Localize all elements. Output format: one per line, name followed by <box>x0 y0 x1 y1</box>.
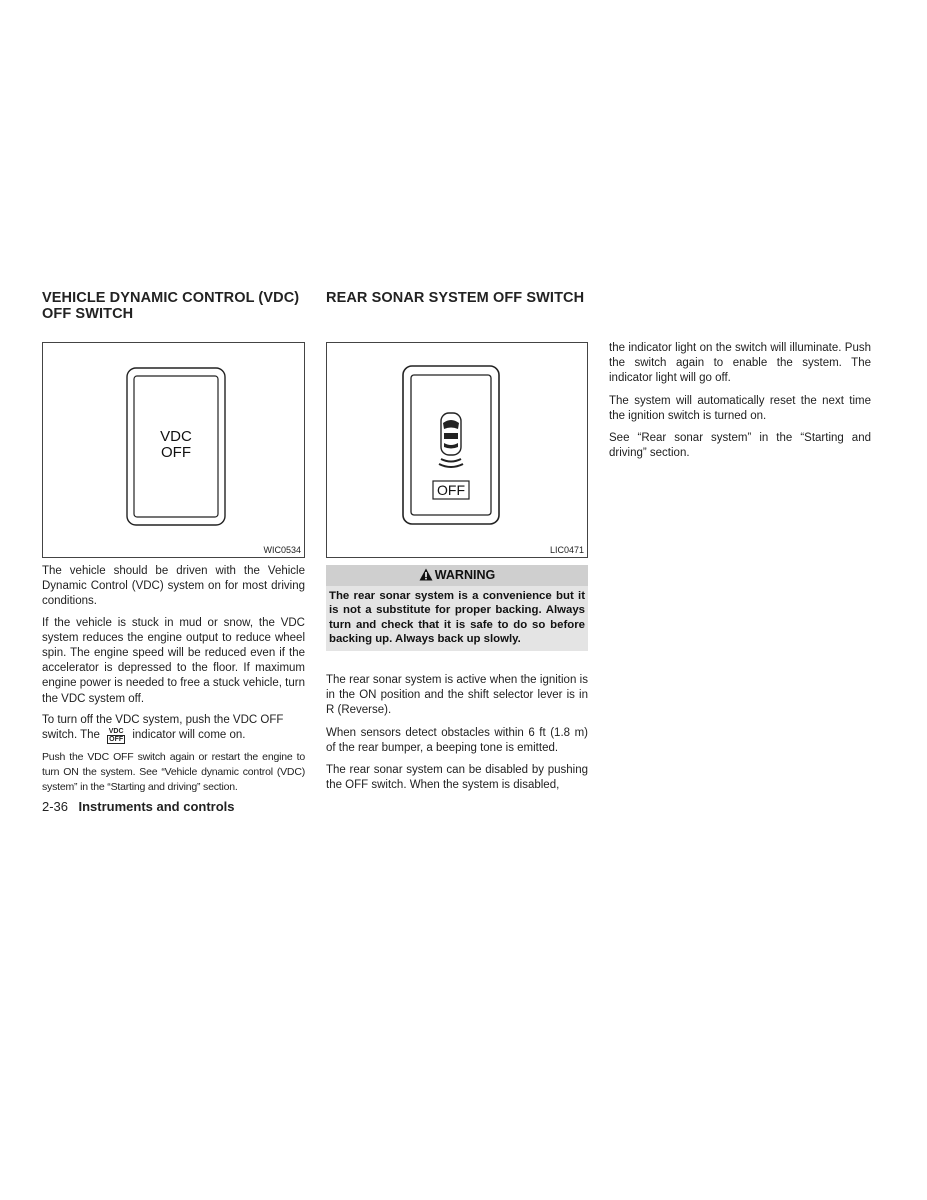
figure-code-lic0471: LIC0471 <box>549 545 584 555</box>
warning-triangle-icon <box>419 568 433 581</box>
vdc-paragraph-3-line2 <box>42 728 305 744</box>
sonar-continued-paragraph-2: The system will automatically reset the next time the ignition switch is turned on. <box>609 394 871 422</box>
sonar-off-label: OFF <box>437 482 465 498</box>
sonar-continued-paragraph-1: the indicator light on the switch will illuminate. Push the switch again to enable the system. The indicator light will go off. <box>609 342 871 385</box>
vdc-off-switch-figure <box>42 342 305 558</box>
figure-code-wic0534: WIC0534 <box>263 545 301 555</box>
vdc-indicator-icon-bottom: OFF <box>109 736 124 744</box>
sonar-paragraph-3: The rear sonar system can be disabled by pushing the OFF switch. When the system is disabled, <box>326 764 588 792</box>
section-title: Instruments and controls <box>78 799 235 814</box>
vdc-switch-label-line1: VDC <box>160 428 192 445</box>
vdc-heading-line2: OFF SWITCH <box>42 306 134 322</box>
vdc-switch-label <box>134 429 218 461</box>
vdc-paragraph-3-line2-end: indicator will come on. <box>132 729 246 742</box>
vdc-indicator-icon-top: VDC <box>108 728 124 736</box>
warning-box <box>326 565 588 651</box>
sonar-section-heading: REAR SONAR SYSTEM OFF SWITCH <box>326 290 585 306</box>
vdc-paragraph-3-line2-start: switch. The <box>42 729 100 742</box>
sonar-switch-illustration <box>327 343 587 557</box>
vdc-paragraph-2: If the vehicle is stuck in mud or snow, the VDC system reduces the engine output to reduce wheel spin. The engine speed will be reduced even if the accelerator is depressed to the floor. If maximum engine power is needed to free a stuck vehicle, turn the VDC system off. <box>42 616 305 705</box>
vdc-section-heading <box>42 290 312 322</box>
sonar-body-text <box>326 673 588 793</box>
page-number: 2-36 <box>42 799 69 814</box>
page-footer <box>42 798 342 816</box>
sonar-paragraph-2: When sensors detect obstacles within 6 ft (1.8 m) of the rear bumper, a beeping tone is emitted. <box>326 726 588 754</box>
vdc-switch-label-line2: OFF <box>161 444 191 461</box>
vdc-paragraph-1: The vehicle should be driven with the Vehicle Dynamic Control (VDC) system on for most driving conditions. <box>42 565 305 608</box>
warning-text: The rear sonar system is a convenience but it is not a substitute for proper backing. Always turn and check that it is safe to do so before backing up. Always back up slowly. <box>326 586 588 651</box>
sonar-paragraph-1: The rear sonar system is active when the ignition is in the ON position and the shift selector lever is in R (Reverse). <box>326 674 588 717</box>
warning-header <box>326 565 588 586</box>
vdc-paragraph-4: Push the VDC OFF switch again or restart the engine to turn ON the system. See “Vehicle dynamic control (VDC) system” in the “Starting and driving” section. <box>42 751 305 794</box>
vdc-paragraph-3-line1: To turn off the VDC system, push the VDC OFF <box>42 713 284 726</box>
sonar-continued-text <box>609 341 871 461</box>
vdc-heading-line1: VEHICLE DYNAMIC CONTROL (VDC) <box>42 290 300 306</box>
vdc-off-indicator-icon <box>107 728 125 744</box>
vdc-body-text <box>42 564 305 795</box>
sonar-off-switch-figure <box>326 342 588 558</box>
sonar-continued-paragraph-3: See “Rear sonar system” in the “Starting and driving” section. <box>609 432 871 460</box>
warning-title: WARNING <box>434 568 496 582</box>
vdc-paragraph-3 <box>42 713 305 744</box>
